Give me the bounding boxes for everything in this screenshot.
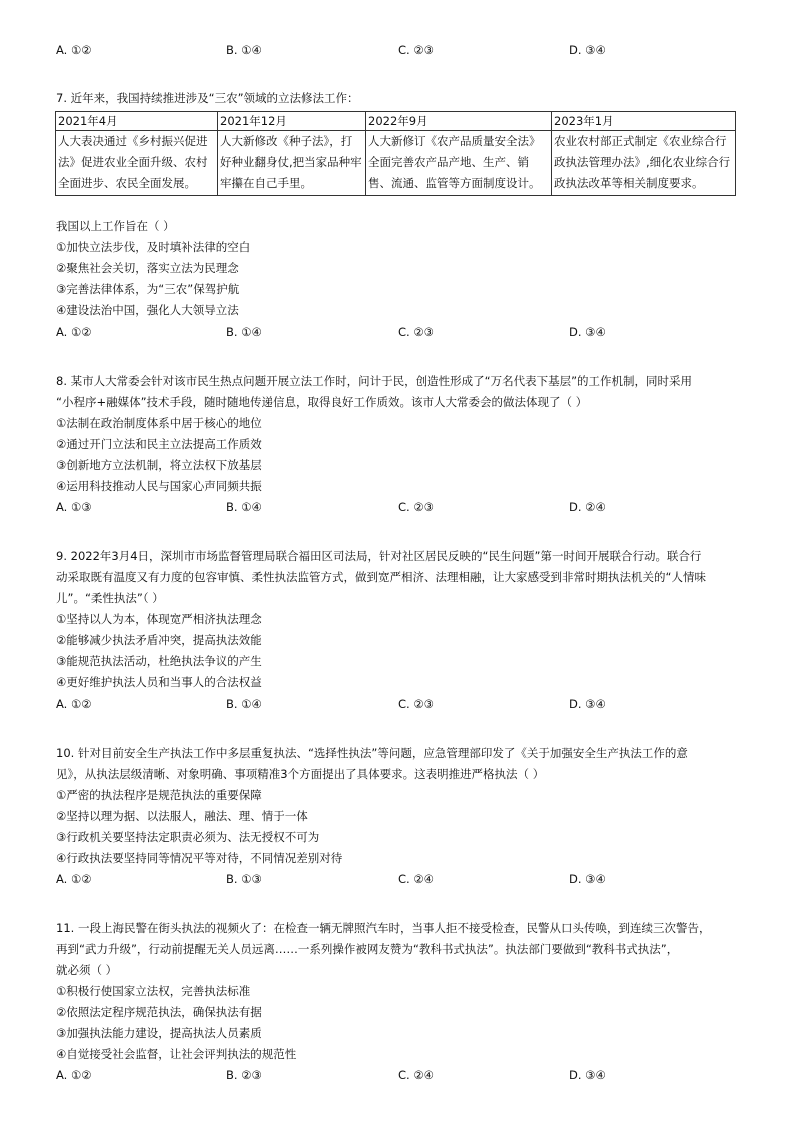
q10-item-3: ③行政机关要坚持法定职责必须为、法无授权不可为 [56,830,320,844]
q7-question: 我国以上工作旨在（ ） [56,219,175,233]
q7-item-4: ④建设法治中国，强化人大领导立法 [56,303,239,317]
q9-stem-line-3: 儿”。“柔性执法”（ ） [56,591,164,605]
q11-options [56,1068,616,1082]
option-c[interactable]: C. ②③ [398,325,434,339]
option-d[interactable]: D. ③④ [569,697,606,711]
q11-item-1: ①积极行使国家立法权，完善执法标准 [56,984,251,998]
q10-stem-line-2: 见》，从执法层级清晰、对象明确、事项精准3个方面提出了具体要求。这表明推进严格执法（ ） [56,767,545,781]
q7-stem: 7. 近年来，我国持续推进涉及“三农”领域的立法修法工作： [56,91,359,105]
q10-stem-line-1: 10. 针对目前安全生产执法工作中多层重复执法、“选择性执法”等问题，应急管理部印发了《关于加强安全生产执法工作的意 [56,746,688,760]
top-options [56,43,616,57]
option-b[interactable]: B. ①④ [226,697,262,711]
table-cell: 人大新修订《农产品质量安全法》全面完善农产品产地、生产、销售、流通、监管等方面制度设计。 [366,131,552,196]
q8-stem-line-2: “小程序+融媒体”技术手段，随时随地传递信息，取得良好工作质效。该市人大常委会的做法体现了（ ） [56,395,588,409]
option-c[interactable]: C. ②③ [398,43,434,57]
q10-options [56,872,616,886]
table-cell: 农业农村部正式制定《农业综合行政执法管理办法》,细化农业综合行政执法改革等相关制度要求。 [552,131,736,196]
option-d[interactable]: D. ③④ [569,872,606,886]
q7-item-2: ②聚焦社会关切，落实立法为民理念 [56,261,239,275]
q11-item-4: ④自觉接受社会监督，让社会评判执法的规范性 [56,1047,297,1061]
option-a[interactable]: A. ①② [56,43,92,57]
option-b[interactable]: B. ①④ [226,500,262,514]
q9-item-4: ④更好维护执法人员和当事人的合法权益 [56,675,262,689]
option-c[interactable]: C. ②③ [398,697,434,711]
q11-stem-line-1: 11. 一段上海民警在街头执法的视频火了：在检查一辆无牌照汽车时，当事人拒不接受检查，民警从口头传唤，到连续三次警告， [56,921,711,935]
q11-stem-line-2: 再到“武力升级”，行动前提醒无关人员远离……一系列操作被网友赞为“教科书式执法”。执法部门要做到“教科书式执法”， [56,942,679,956]
option-b[interactable]: B. ②③ [226,1068,262,1082]
q10-item-2: ②坚持以理为据、以法服人，融法、理、情于一体 [56,809,308,823]
option-a[interactable]: A. ①③ [56,500,92,514]
option-a[interactable]: A. ①② [56,697,92,711]
option-d[interactable]: D. ③④ [569,43,606,57]
option-a[interactable]: A. ①② [56,325,92,339]
q7-item-1: ①加快立法步伐，及时填补法律的空白 [56,240,251,254]
option-d[interactable]: D. ②④ [569,500,606,514]
q8-stem-line-1: 8. 某市人大常委会针对该市民生热点问题开展立法工作时，问计于民，创造性形成了“万名代表下基层”的工作机制，同时采用 [56,374,693,388]
q9-item-2: ②能够减少执法矛盾冲突，提高执法效能 [56,633,262,647]
q10-item-1: ①严密的执法程序是规范执法的重要保障 [56,788,262,802]
q7-legislation-table [55,111,736,196]
q9-stem-line-2: 动采取既有温度又有力度的包容审慎、柔性执法监管方式，做到宽严相济、法理相融，让大家感受到非常时期执法机关的“人情味 [56,570,706,584]
option-d[interactable]: D. ③④ [569,1068,606,1082]
q8-item-4: ④运用科技推动人民与国家心声同频共振 [56,479,262,493]
table-header-cell: 2021年4月 [56,112,218,131]
table-header-cell: 2021年12月 [218,112,366,131]
q9-item-3: ③能规范执法活动，杜绝执法争议的产生 [56,654,262,668]
q9-item-1: ①坚持以人为本，体现宽严相济执法理念 [56,612,262,626]
q10-item-4: ④行政执法要坚持同等情况平等对待，不同情况差别对待 [56,851,343,865]
q8-item-3: ③创新地方立法机制，将立法权下放基层 [56,458,262,472]
table-cell: 人大表决通过《乡村振兴促进法》促进农业全面升级、农村全面进步、农民全面发展。 [56,131,218,196]
table-cell: 人大新修改《种子法》，打好种业翻身仗,把当家品种牢牢攥在自己手里。 [218,131,366,196]
q11-stem-line-3: 就必须（ ） [56,963,118,977]
option-d[interactable]: D. ③④ [569,325,606,339]
table-row [56,131,736,196]
q7-item-3: ③完善法律体系，为“三农”保驾护航 [56,282,240,296]
option-b[interactable]: B. ①④ [226,43,262,57]
option-b[interactable]: B. ①③ [226,872,262,886]
q9-stem-line-1: 9. 2022年3月4日，深圳市市场监督管理局联合福田区司法局，针对社区居民反映的“民生问题”第一时间开展联合行动。联合行 [56,549,702,563]
q9-options [56,697,616,711]
option-a[interactable]: A. ①② [56,1068,92,1082]
q8-options [56,500,616,514]
option-c[interactable]: C. ②④ [398,1068,434,1082]
q8-item-1: ①法制在政治制度体系中居于核心的地位 [56,416,262,430]
option-b[interactable]: B. ①④ [226,325,262,339]
table-header-cell: 2023年1月 [552,112,736,131]
table-header-cell: 2022年9月 [366,112,552,131]
q8-item-2: ②通过开门立法和民主立法提高工作质效 [56,437,262,451]
q11-item-3: ③加强执法能力建设，提高执法人员素质 [56,1026,262,1040]
q7-options [56,325,616,339]
table-header-row [56,112,736,131]
q11-item-2: ②依照法定程序规范执法，确保执法有据 [56,1005,262,1019]
option-c[interactable]: C. ②④ [398,872,434,886]
option-a[interactable]: A. ①② [56,872,92,886]
option-c[interactable]: C. ②③ [398,500,434,514]
